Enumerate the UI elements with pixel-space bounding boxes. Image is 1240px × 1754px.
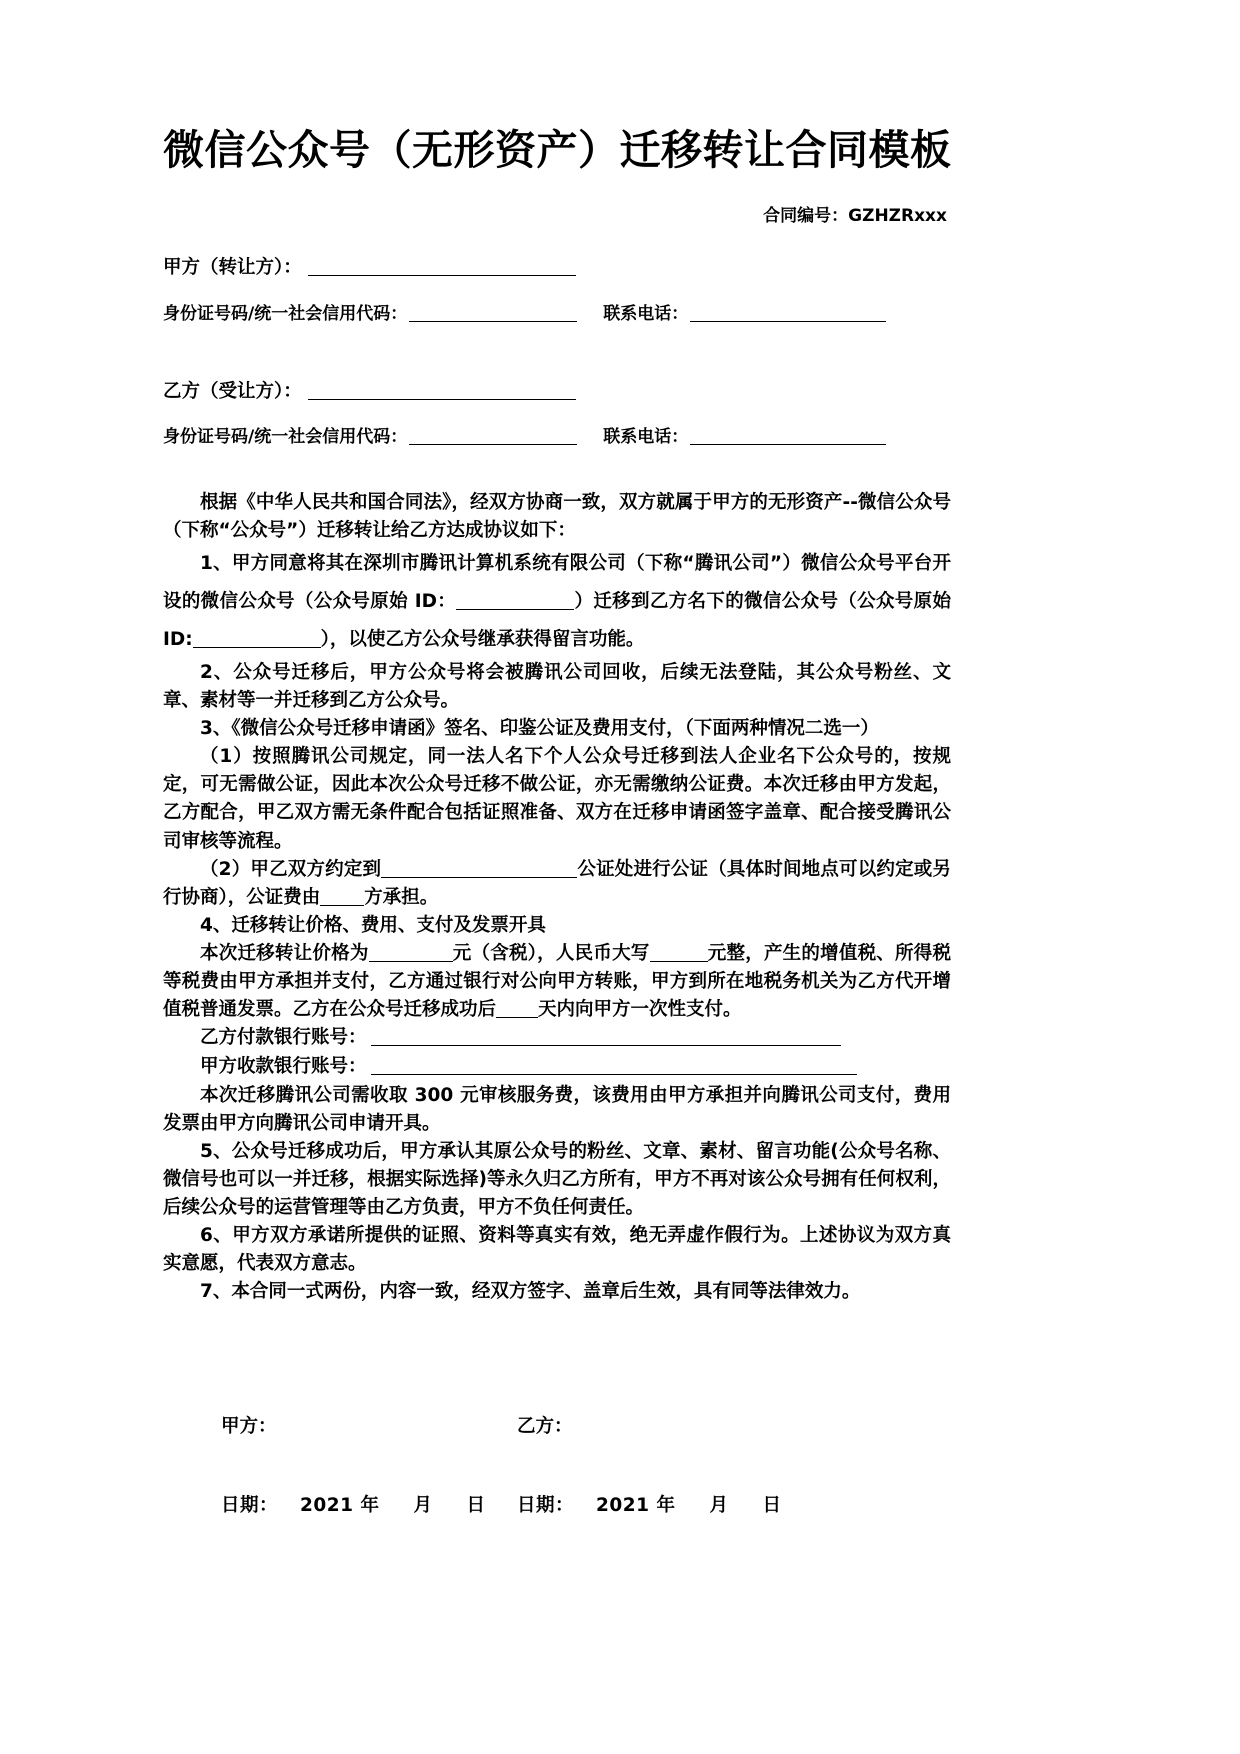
clause-3-option-2 [163,856,951,912]
party-a-name-row [163,254,951,282]
party-a-id-row [163,302,951,328]
clause-4-part-d: 天内向甲方一次性支付。 [538,999,742,1021]
party-b-id-row [163,425,951,451]
signature-names-row [163,1413,951,1441]
payment-days-field[interactable] [496,1017,538,1018]
party-b-name-field[interactable] [308,399,576,400]
clause-3-option-1: （1）按照腾讯公司规定，同一法人名下个人公众号迁移到法人企业名下公众号的，按规定，可无需做公证，因此本次公众号迁移不做公证，亦无需缴纳公证费。本次迁移由甲方发起，乙方配合，甲乙双方需无条件配合包括证照准备、双方在迁移申请函签字盖章、配合接受腾讯公司审核等流程。 [163,746,951,852]
clause-2: 2、公众号迁移后，甲方公众号将会被腾讯公司回收，后续无法登陆，其公众号粉丝、文章、素材等一并迁移到乙方公众号。 [163,661,951,711]
party-a-id-field[interactable] [409,321,577,322]
party-b-tel-field[interactable] [690,444,886,445]
party-a-tel-field[interactable] [690,321,886,322]
clause-3-2-part-a: （2）甲乙双方约定到 [200,858,382,880]
bank-payee-field[interactable] [371,1074,857,1075]
contract-number: 合同编号：GZHZRxxx [763,206,947,227]
original-id-a-field[interactable] [456,609,574,610]
clause-3: 3、《微信公众号迁移申请函》签名、印鉴公证及费用支付，（下面两种情况二选一） [200,718,879,740]
page-title: 微信公众号（无形资产）迁移转让合同模板 [163,126,952,174]
preamble-paragraph: 根据《中华人民共和国合同法》，经双方协商一致，双方就属于甲方的无形资产--微信公众号（下称“公众号”）迁移转让给乙方达成协议如下： [163,491,951,541]
party-a-tel-label: 联系电话： [603,304,689,325]
bank-payee-label: 甲方收款银行账号： [200,1055,367,1077]
clause-3-2-part-b: 公证处进行公证（具体时间地点可以约定或另行协商），公证费由 [163,858,951,908]
clause-4-service-fee: 本次迁移腾讯公司需收取 300 元审核服务费，该费用由甲方承担并向腾讯公司支付，费用发票由甲方向腾讯公司申请开具。 [163,1084,951,1134]
party-b-block [163,378,951,451]
date-party-a[interactable] [163,1492,517,1520]
clause-1-part-c: ），以使乙方公众号继承获得留言功能。 [320,628,645,650]
clause-1-part-a: 1、甲方同意将其在深圳市腾讯计算机系统有限公司（下称“腾讯公司”）微信公众号平台开设的微信公众号（公众号原始 ID： [163,553,951,613]
clause-1-part-b: ）迁移到乙方名下的微信公众号（公众号原始 ID: [163,591,951,650]
party-b-id-label: 身份证号码/统一社会信用代码： [163,427,408,448]
bank-payer-field[interactable] [371,1045,841,1046]
date-a-day: 日 [466,1495,486,1517]
party-b-id-field[interactable] [409,444,577,445]
clause-4-part-c: 元整，产生的增值税、所得税等税费由甲方承担并支付，乙方通过银行对公向甲方转账，甲方到所在地税务机关为乙方代开增值税普通发票。乙方在公众号迁移成功后 [163,942,951,1021]
signature-party-a-label[interactable]: 甲方： [221,1415,277,1437]
date-b-year: 2021 年 [596,1495,676,1517]
party-b-name-label: 乙方（受让方）： [163,380,302,402]
date-a-year: 2021 年 [300,1495,380,1517]
party-a-name-label: 甲方（转让方）： [163,257,302,279]
clause-6: 6、甲方双方承诺所提供的证照、资料等真实有效，绝无弄虚作假行为。上述协议为双方真实意愿，代表双方意志。 [163,1225,951,1275]
clause-7: 7、本合同一式两份，内容一致，经双方签字、盖章后生效，具有同等法律效力。 [200,1281,861,1303]
date-a-label: 日期： [221,1495,279,1517]
party-a-block [163,254,951,327]
clause-4-part-a: 本次迁移转让价格为 [200,942,369,964]
notary-fee-party-field[interactable] [320,905,364,906]
clause-3-2-part-c: 方承担。 [364,886,439,908]
party-b-tel-label: 联系电话： [603,427,689,448]
notary-office-field[interactable] [381,877,577,878]
signature-party-b-label[interactable]: 乙方： [517,1415,573,1437]
contract-body [163,489,951,1307]
signature-block [163,1413,951,1521]
date-b-month: 月 [709,1495,729,1517]
bank-payer-row [163,1024,951,1053]
party-b-name-row [163,378,951,406]
price-capital-field[interactable] [650,961,708,962]
clause-1 [163,545,951,659]
page-content [163,0,951,1520]
date-b-day: 日 [762,1495,782,1517]
date-b-label: 日期： [517,1495,575,1517]
clause-4-title: 4、迁移转让价格、费用、支付及发票开具 [200,914,546,936]
clause-5: 5、公众号迁移成功后，甲方承认其原公众号的粉丝、文章、素材、留言功能(公众号名称、微信号也可以一并迁移，根据实际选择)等永久归乙方所有，甲方不再对该公众号拥有任何权利，后续公众号的运营管理等由乙方负责，甲方不负任何责任。 [163,1140,951,1219]
price-amount-field[interactable] [369,961,453,962]
party-a-name-field[interactable] [308,275,576,276]
signature-dates-row [163,1492,951,1520]
clause-4-payment [163,940,951,1024]
date-a-month: 月 [413,1495,433,1517]
original-id-b-field[interactable] [193,647,321,648]
bank-payer-label: 乙方付款银行账号： [200,1027,367,1049]
bank-payee-row [163,1053,951,1082]
date-party-b[interactable] [517,1492,781,1520]
party-a-id-label: 身份证号码/统一社会信用代码： [163,304,408,325]
clause-4-part-b: 元（含税），人民币大写 [452,942,650,964]
